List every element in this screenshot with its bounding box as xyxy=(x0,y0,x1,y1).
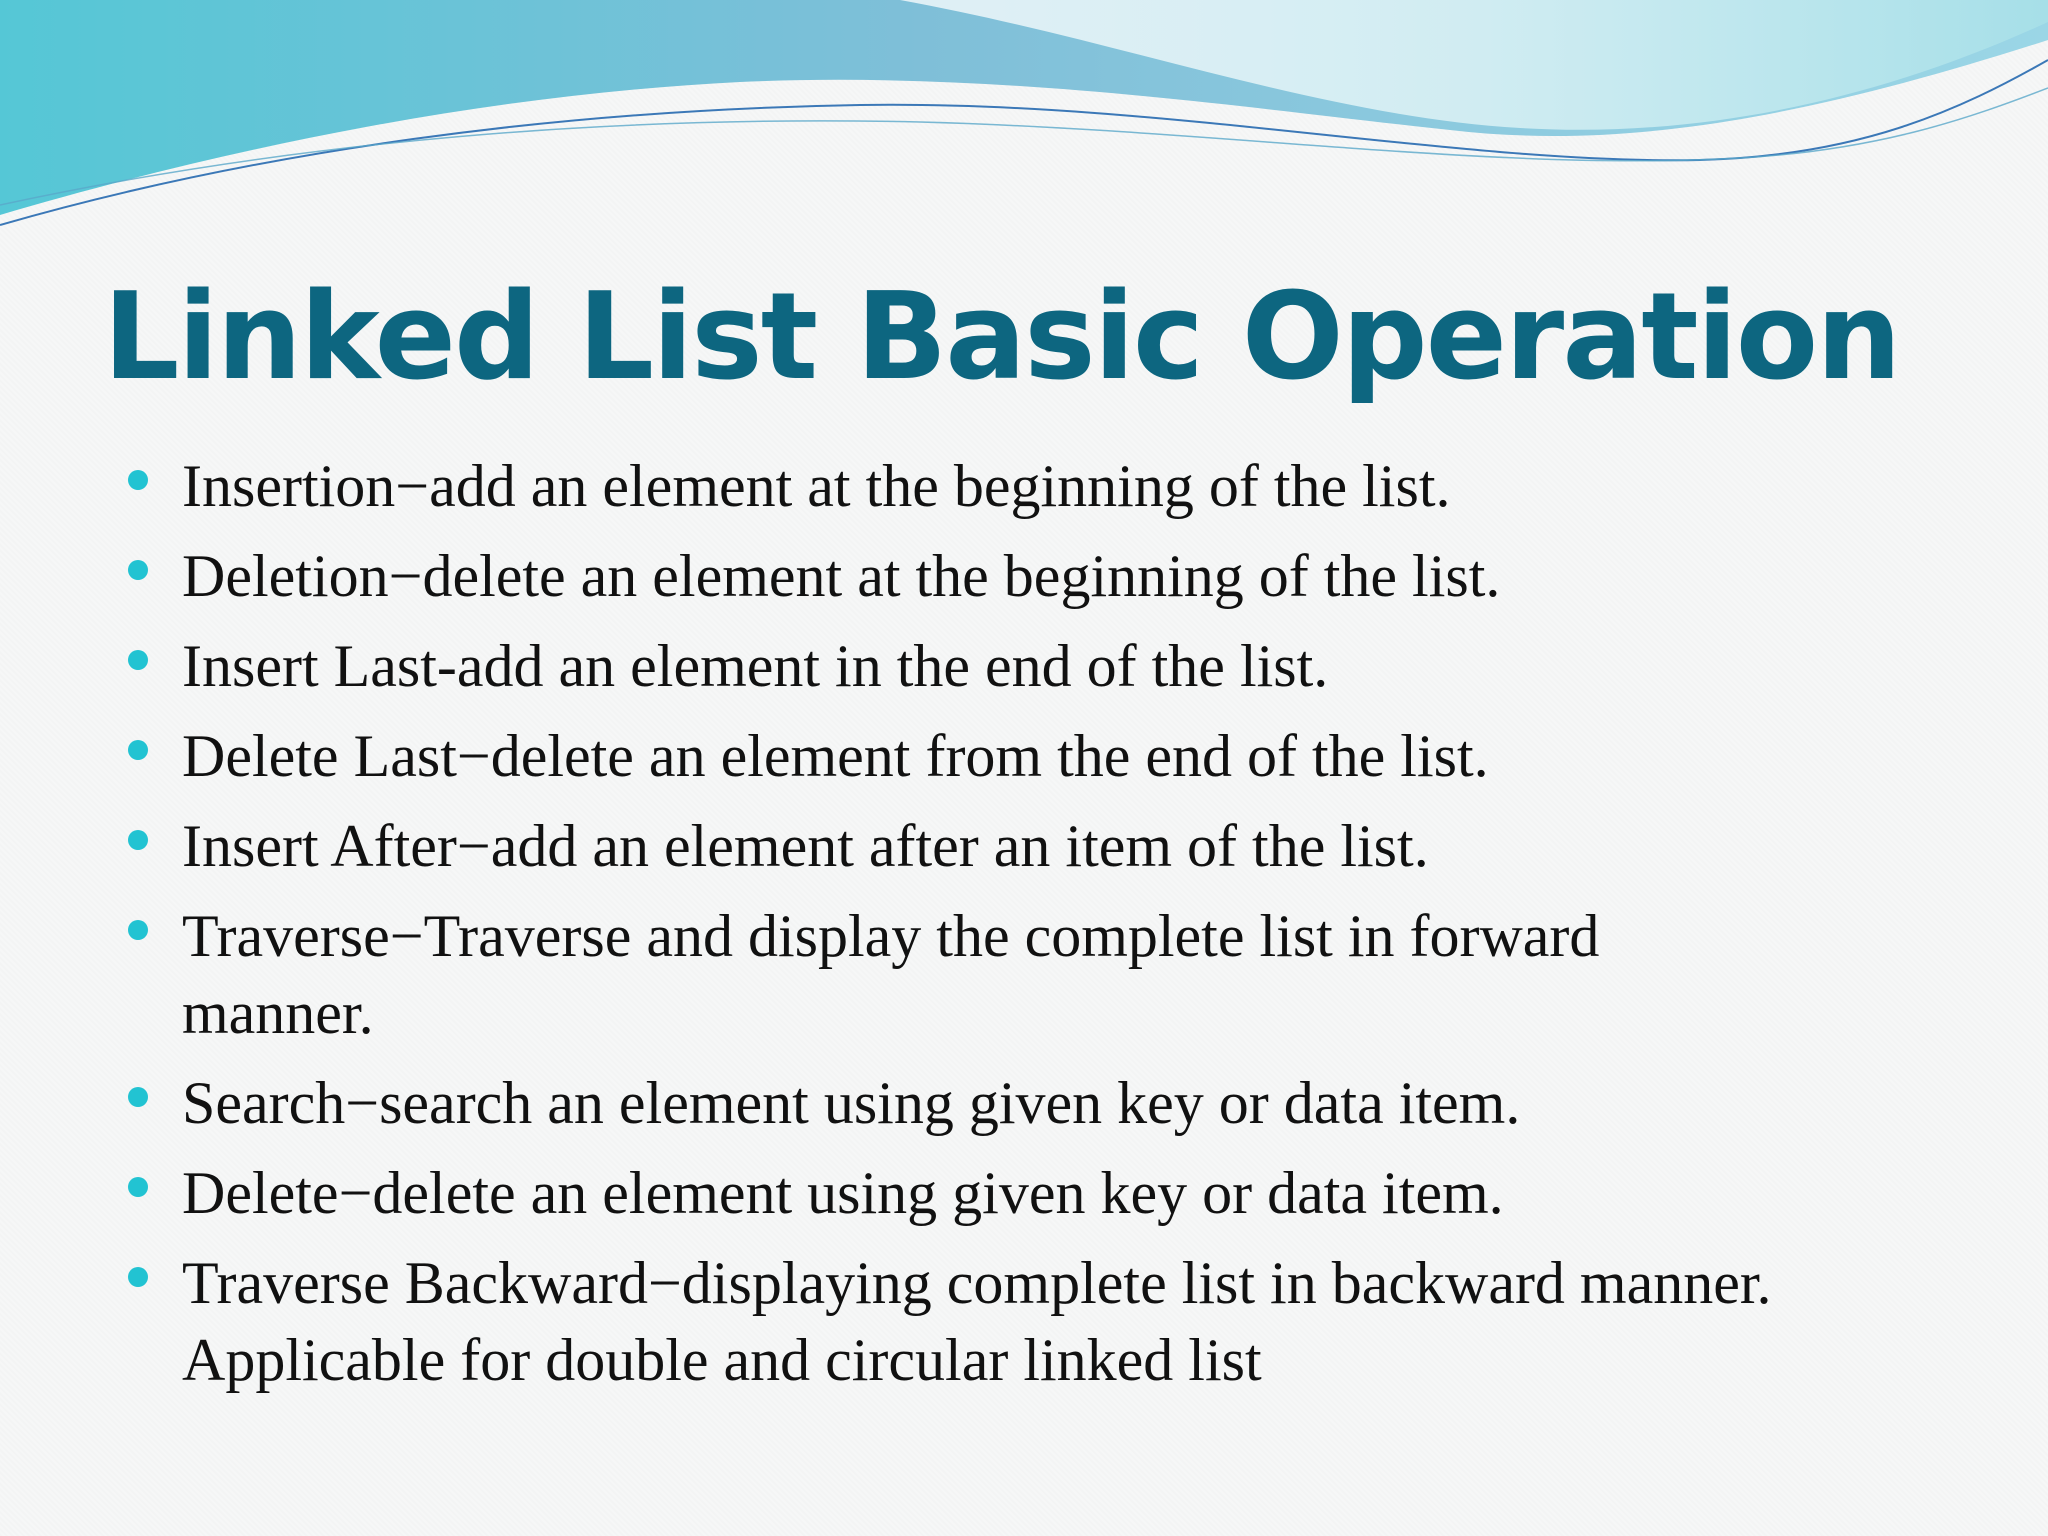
bullet-dot-icon xyxy=(128,560,148,580)
bullet-text: Deletion−delete an element at the beginning of the list. xyxy=(182,543,1501,609)
bullet-item xyxy=(120,538,2000,615)
slide-title: Linked List Basic Operation xyxy=(103,268,1900,407)
bullet-list xyxy=(120,448,2000,1412)
bullet-text: Delete Last−delete an element from the end of the list. xyxy=(182,723,1489,789)
bullet-dot-icon xyxy=(128,1177,148,1197)
bullet-item xyxy=(120,1245,2000,1399)
bullet-text: Insert Last-add an element in the end of the list. xyxy=(182,633,1329,699)
bullet-dot-icon xyxy=(128,1087,148,1107)
bullet-item xyxy=(120,898,2000,1052)
bullet-item xyxy=(120,448,2000,525)
bullet-dot-icon xyxy=(128,650,148,670)
bullet-text: Delete−delete an element using given key or data item. xyxy=(182,1160,1504,1226)
bullet-item xyxy=(120,718,2000,795)
bullet-item xyxy=(120,628,2000,705)
bullet-text: Traverse Backward−displaying complete list in backward manner. Applicable for double and circular linked list xyxy=(182,1250,1772,1393)
bullet-text: Insertion−add an element at the beginning of the list. xyxy=(182,453,1451,519)
bullet-dot-icon xyxy=(128,830,148,850)
bullet-dot-icon xyxy=(128,740,148,760)
bullet-item xyxy=(120,1065,2000,1142)
bullet-item xyxy=(120,808,2000,885)
bullet-dot-icon xyxy=(128,920,148,940)
bullet-dot-icon xyxy=(128,470,148,490)
bullet-item xyxy=(120,1155,2000,1232)
header-wave-decoration xyxy=(0,0,2048,240)
bullet-text: Traverse−Traverse and display the complete list in forward manner. xyxy=(182,903,1600,1046)
bullet-dot-icon xyxy=(128,1267,148,1287)
bullet-text: Insert After−add an element after an item of the list. xyxy=(182,813,1429,879)
bullet-text: Search−search an element using given key or data item. xyxy=(182,1070,1521,1136)
